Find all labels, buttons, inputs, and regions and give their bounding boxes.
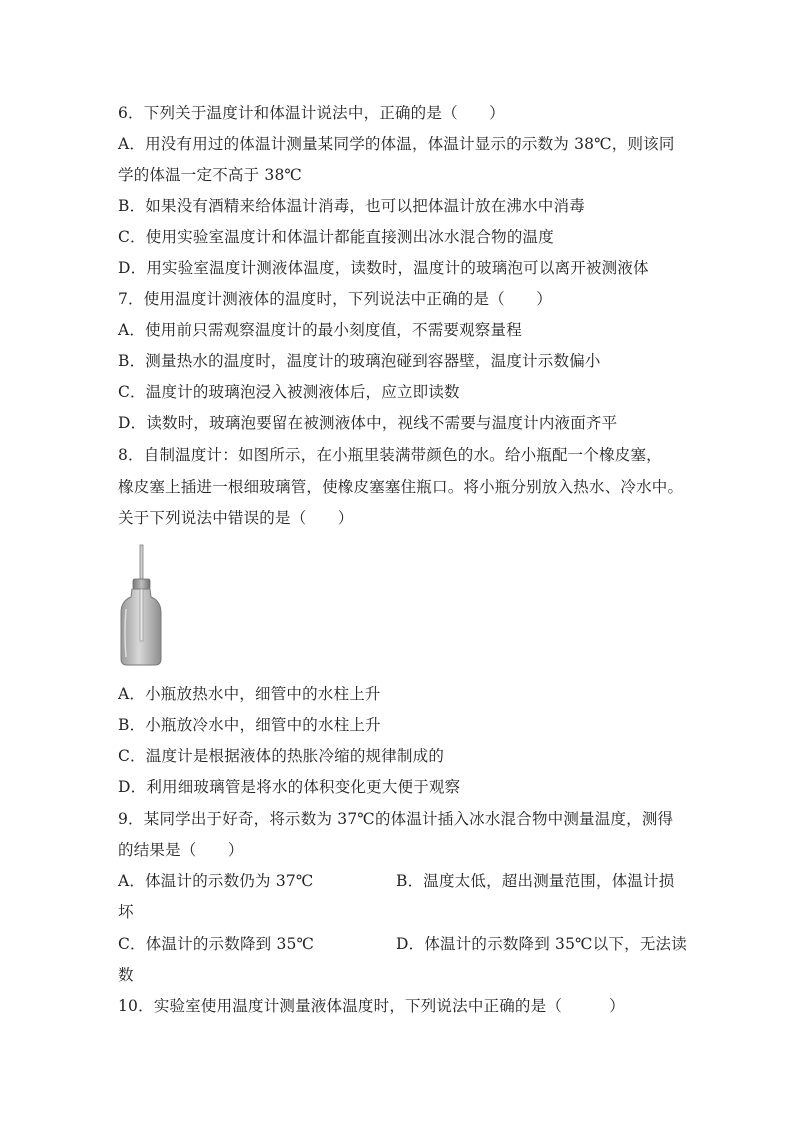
q6-option-d: D．用实验室温度计测液体温度，读数时，温度计的玻璃泡可以离开被测液体	[118, 259, 649, 277]
q6-option-a-line2: 学的体温一定不高于 38℃	[118, 166, 303, 184]
q8-option-c: C．温度计是根据液体的热胀冷缩的规律制成的	[118, 747, 445, 765]
q9-option-a: A．体温计的示数仍为 37℃	[118, 872, 314, 890]
q8-option-d: D．利用细玻璃管是将水的体积变化更大便于观察	[118, 778, 461, 796]
q8-stem-line3: 关于下列说法中错误的是（ ）	[118, 509, 354, 527]
q6-option-c: C．使用实验室温度计和体温计都能直接测出冰水混合物的温度	[118, 228, 554, 246]
bottle-thermometer-figure	[118, 543, 164, 667]
q10-stem: 10．实验室使用温度计测量液体温度时，下列说法中正确的是（ ）	[118, 997, 625, 1015]
tube-inside-bottle	[140, 589, 143, 641]
q9-option-b-line1: B．温度太低，超出测量范围，体温计损	[396, 872, 675, 890]
q9-option-c: C．体温计的示数降到 35℃	[118, 935, 315, 953]
q7-option-b: B．测量热水的温度时，温度计的玻璃泡碰到容器壁，温度计示数偏小	[118, 352, 601, 370]
q7-stem: 7．使用温度计测液体的温度时，下列说法中正确的是（ ）	[118, 290, 552, 308]
q6-stem: 6．下列关于温度计和体温计说法中，正确的是（ ）	[118, 104, 505, 122]
q9-option-b-line2: 坏	[118, 903, 134, 921]
rubber-stopper	[133, 579, 150, 589]
q6-option-a-line1: A．用没有用过的体温计测量某同学的体温，体温计显示的示数为 38℃，则该同	[118, 135, 675, 153]
q8-stem-line1: 8．自制温度计：如图所示，在小瓶里装满带颜色的水。给小瓶配一个橡皮塞，	[118, 446, 662, 464]
q9-stem-line1: 9．某同学出于好奇，将示数为 37℃的体温计插入冰水混合物中测量温度，测得	[118, 810, 674, 828]
q7-option-d: D．读数时，玻璃泡要留在被测液体中，视线不需要与温度计内液面齐平	[118, 414, 618, 432]
q9-option-d-line1: D．体温计的示数降到 35℃以下，无法读	[396, 935, 687, 953]
q9-stem-line2: 的结果是（ ）	[118, 841, 244, 859]
q8-option-a: A．小瓶放热水中，细管中的水柱上升	[118, 685, 381, 703]
q7-option-c: C．温度计的玻璃泡浸入被测液体后，应立即读数	[118, 383, 460, 401]
q9-option-d-line2: 数	[118, 966, 134, 984]
q8-stem-line2: 橡皮塞上插进一根细玻璃管，使橡皮塞塞住瓶口。将小瓶分别放入热水、冷水中。	[118, 478, 684, 496]
q6-option-b: B．如果没有酒精来给体温计消毒，也可以把体温计放在沸水中消毒	[118, 197, 585, 215]
q8-option-b: B．小瓶放冷水中，细管中的水柱上升	[118, 716, 381, 734]
q7-option-a: A．使用前只需观察温度计的最小刻度值，不需要观察量程	[118, 321, 522, 339]
